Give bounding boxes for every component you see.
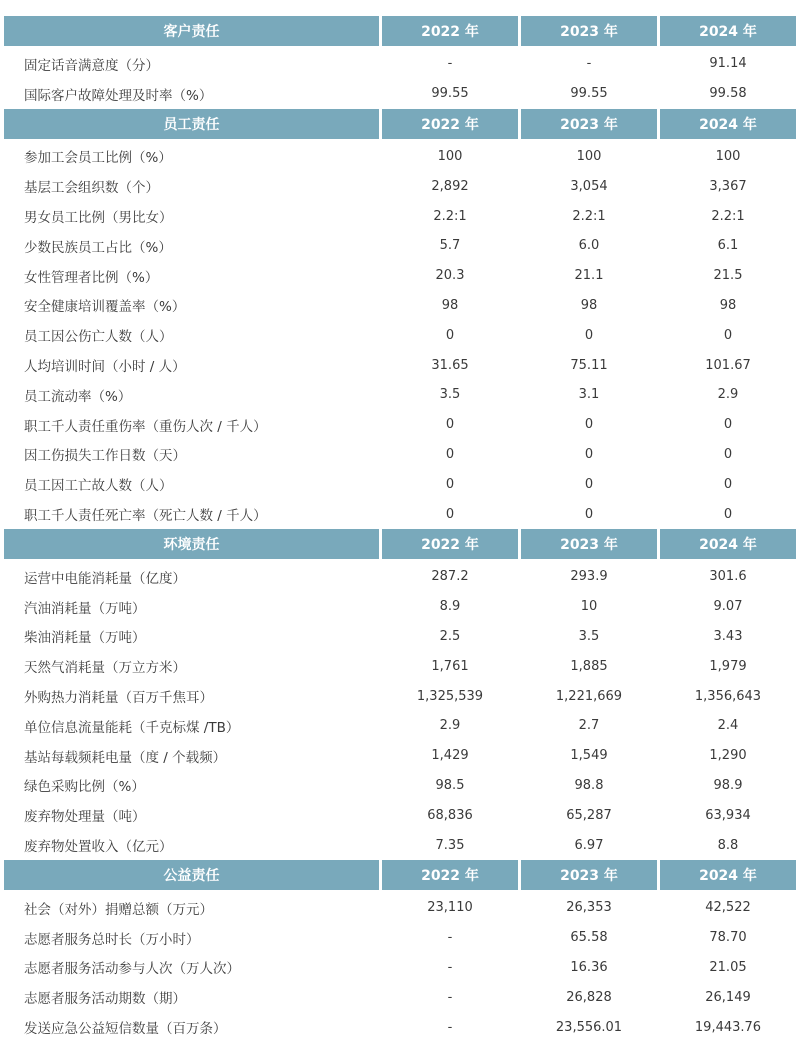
value-cell: 98.5 [435, 777, 465, 793]
section-title: 客户责任 [4, 16, 379, 46]
value-cell: 0 [584, 327, 594, 343]
value-cell: 91.14 [709, 56, 747, 72]
value-cell: 1,885 [570, 658, 608, 674]
table-row [4, 711, 796, 741]
value-cell: 99.58 [709, 86, 747, 102]
value-cell: 63,934 [705, 807, 751, 823]
value-cell: 1,549 [570, 748, 608, 764]
value-cell: 65.58 [570, 930, 608, 946]
section-header-row [4, 16, 796, 46]
value-cell: 3.1 [578, 387, 600, 403]
table-section [4, 109, 796, 529]
value-cell: - [447, 930, 453, 946]
value-cell: 16.36 [570, 959, 608, 975]
value-cell: - [447, 1019, 453, 1035]
value-cell: 6.97 [574, 837, 604, 853]
value-cell: 0 [723, 506, 733, 522]
value-cell: 98.8 [574, 777, 604, 793]
table-row [4, 350, 796, 380]
responsibility-data-table [4, 16, 796, 1042]
row-label: 安全健康培训覆盖率（%） [24, 299, 186, 316]
value-cell: 0 [445, 446, 455, 462]
value-cell: 0 [723, 446, 733, 462]
row-label: 发送应急公益短信数量（百万条） [24, 1021, 227, 1037]
row-label: 基站每载频耗电量（度 / 个载频） [24, 749, 227, 766]
value-cell: 3.5 [439, 387, 461, 403]
year-header: 2024 年 [660, 529, 796, 559]
row-label: 国际客户故障处理及时率（%） [24, 87, 213, 104]
value-cell: 2.5 [439, 628, 461, 644]
year-header: 2023 年 [521, 529, 657, 559]
table-row [4, 1012, 796, 1042]
table-row [4, 562, 796, 592]
row-label: 参加工会员工比例（%） [24, 150, 172, 167]
row-label: 志愿者服务活动参与人次（万人次） [24, 961, 240, 978]
value-cell: 3,054 [570, 178, 608, 194]
table-row [4, 499, 796, 529]
value-cell: 0 [584, 417, 594, 433]
value-cell: 101.67 [705, 357, 751, 373]
row-label: 天然气消耗量（万立方米） [24, 660, 186, 677]
row-label: 员工流动率（%） [24, 388, 132, 405]
value-cell: 2,892 [431, 178, 469, 194]
row-label: 员工因公伤亡人数（人） [24, 329, 173, 346]
row-label: 职工千人责任死亡率（死亡人数 / 千人） [24, 508, 267, 525]
table-row [4, 651, 796, 681]
section-header-row [4, 529, 796, 559]
value-cell: 3.43 [713, 628, 743, 644]
value-cell: 2.2:1 [711, 208, 745, 224]
year-header: 2023 年 [521, 16, 657, 46]
year-header: 2024 年 [660, 16, 796, 46]
year-header: 2024 年 [660, 860, 796, 890]
value-cell: 98.9 [713, 777, 743, 793]
value-cell: 0 [445, 506, 455, 522]
value-cell: 68,836 [427, 807, 473, 823]
value-cell: 19,443.76 [694, 1019, 762, 1035]
table-row [4, 893, 796, 923]
value-cell: 0 [584, 506, 594, 522]
row-label: 职工千人责任重伤率（重伤人次 / 千人） [24, 418, 267, 435]
value-cell: 7.35 [435, 837, 465, 853]
row-label: 单位信息流量能耗（千克标煤 /TB） [24, 719, 240, 736]
value-cell: 31.65 [431, 357, 469, 373]
row-label: 柴油消耗量（万吨） [24, 630, 146, 647]
value-cell: 0 [445, 476, 455, 492]
table-row [4, 800, 796, 830]
row-label: 绿色采购比例（%） [24, 779, 145, 796]
value-cell: 23,556.01 [555, 1019, 623, 1035]
value-cell: 3.5 [578, 628, 600, 644]
row-label: 女性管理者比例（%） [24, 269, 159, 286]
row-label: 少数民族员工占比（%） [24, 239, 172, 256]
row-label: 社会（对外）捐赠总额（万元） [24, 901, 213, 918]
value-cell: 20.3 [435, 268, 465, 284]
year-header: 2023 年 [521, 860, 657, 890]
table-row [4, 923, 796, 953]
row-label: 人均培训时间（小时 / 人） [24, 359, 186, 376]
table-row [4, 771, 796, 801]
table-section [4, 16, 796, 109]
value-cell: 1,979 [709, 658, 747, 674]
value-cell: 26,828 [566, 989, 612, 1005]
value-cell: 8.9 [439, 599, 461, 615]
table-row [4, 830, 796, 860]
table-row [4, 469, 796, 499]
table-row [4, 291, 796, 321]
table-row [4, 741, 796, 771]
table-row [4, 380, 796, 410]
value-cell: 1,429 [431, 748, 469, 764]
table-row [4, 622, 796, 652]
table-row [4, 201, 796, 231]
row-label: 男女员工比例（男比女） [24, 210, 173, 227]
value-cell: 2.9 [439, 718, 461, 734]
value-cell: 0 [723, 327, 733, 343]
section-title: 公益责任 [4, 860, 379, 890]
value-cell: 26,149 [705, 989, 751, 1005]
value-cell: 78.70 [709, 930, 747, 946]
value-cell: 3,367 [709, 178, 747, 194]
section-title: 员工责任 [4, 109, 379, 139]
table-row [4, 953, 796, 983]
row-label: 外购热力消耗量（百万千焦耳） [24, 690, 213, 707]
value-cell: 1,325,539 [416, 688, 484, 704]
value-cell: 21.1 [574, 268, 604, 284]
value-cell: - [447, 56, 453, 72]
value-cell: 2.7 [578, 718, 600, 734]
value-cell: 21.05 [709, 959, 747, 975]
value-cell: 1,221,669 [555, 688, 623, 704]
table-row [4, 261, 796, 291]
row-label: 固定话音满意度（分） [24, 57, 159, 74]
value-cell: 1,290 [709, 748, 747, 764]
table-row [4, 440, 796, 470]
row-label: 废弃物处置收入（亿元） [24, 839, 173, 856]
value-cell: 5.7 [439, 238, 461, 254]
value-cell: 98 [719, 297, 737, 313]
value-cell: - [586, 56, 592, 72]
value-cell: - [447, 959, 453, 975]
value-cell: 98 [441, 297, 459, 313]
value-cell: 99.55 [431, 86, 469, 102]
year-header: 2022 年 [382, 16, 518, 46]
table-row [4, 171, 796, 201]
table-section [4, 529, 796, 860]
table-row [4, 231, 796, 261]
value-cell: 21.5 [713, 268, 743, 284]
value-cell: 100 [437, 148, 463, 164]
value-cell: 9.07 [713, 599, 743, 615]
row-label: 志愿者服务活动期数（期） [24, 991, 186, 1008]
value-cell: - [447, 989, 453, 1005]
value-cell: 0 [723, 417, 733, 433]
value-cell: 2.2:1 [433, 208, 467, 224]
value-cell: 23,110 [427, 900, 473, 916]
value-cell: 42,522 [705, 900, 751, 916]
value-cell: 0 [584, 476, 594, 492]
year-header: 2022 年 [382, 109, 518, 139]
value-cell: 99.55 [570, 86, 608, 102]
value-cell: 0 [584, 446, 594, 462]
value-cell: 301.6 [709, 569, 747, 585]
value-cell: 2.2:1 [572, 208, 606, 224]
value-cell: 1,356,643 [694, 688, 762, 704]
value-cell: 100 [715, 148, 741, 164]
row-label: 志愿者服务总时长（万小时） [24, 931, 200, 948]
table-row [4, 49, 796, 79]
row-label: 汽油消耗量（万吨） [24, 600, 146, 617]
table-row [4, 410, 796, 440]
value-cell: 287.2 [431, 569, 469, 585]
table-row [4, 681, 796, 711]
section-title: 环境责任 [4, 529, 379, 559]
table-section [4, 860, 796, 1042]
section-header-row [4, 109, 796, 139]
table-row [4, 79, 796, 109]
value-cell: 293.9 [570, 569, 608, 585]
section-header-row [4, 860, 796, 890]
value-cell: 65,287 [566, 807, 612, 823]
value-cell: 6.1 [717, 238, 739, 254]
row-label: 运营中电能消耗量（亿度） [24, 570, 186, 587]
value-cell: 2.9 [717, 387, 739, 403]
row-label: 因工伤损失工作日数（天） [24, 448, 186, 465]
year-header: 2023 年 [521, 109, 657, 139]
value-cell: 2.4 [717, 718, 739, 734]
value-cell: 0 [445, 327, 455, 343]
value-cell: 10 [580, 599, 598, 615]
value-cell: 100 [576, 148, 602, 164]
value-cell: 0 [445, 417, 455, 433]
year-header: 2022 年 [382, 529, 518, 559]
row-label: 废弃物处理量（吨） [24, 809, 146, 826]
row-label: 员工因工亡故人数（人） [24, 478, 173, 495]
value-cell: 8.8 [717, 837, 739, 853]
value-cell: 6.0 [578, 238, 600, 254]
year-header: 2022 年 [382, 860, 518, 890]
table-row [4, 320, 796, 350]
table-row [4, 982, 796, 1012]
year-header: 2024 年 [660, 109, 796, 139]
value-cell: 26,353 [566, 900, 612, 916]
value-cell: 1,761 [431, 658, 469, 674]
table-row [4, 142, 796, 172]
value-cell: 0 [723, 476, 733, 492]
row-label: 基层工会组织数（个） [24, 180, 159, 197]
table-row [4, 592, 796, 622]
value-cell: 75.11 [570, 357, 608, 373]
value-cell: 98 [580, 297, 598, 313]
